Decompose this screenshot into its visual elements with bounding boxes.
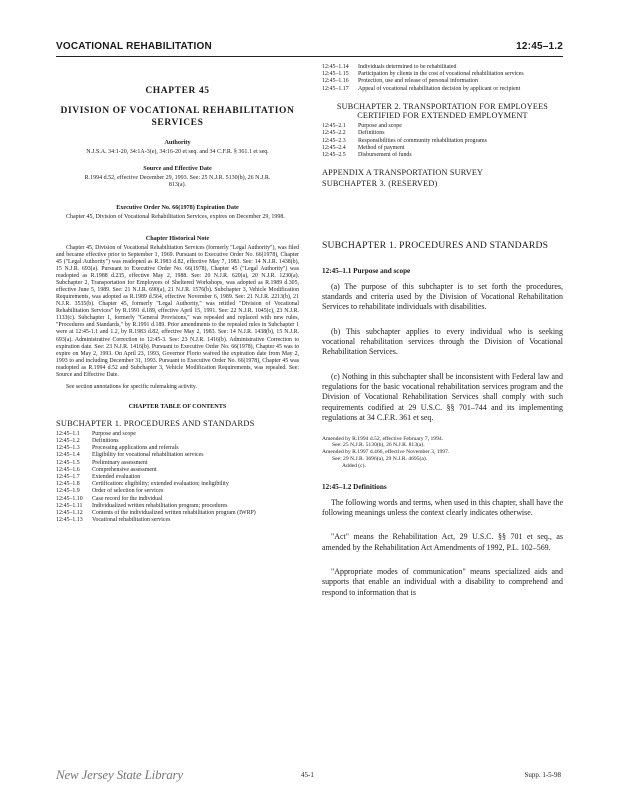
toc-entry-number: 12:45–2.5 — [322, 152, 346, 159]
toc-entry[interactable] — [322, 86, 563, 93]
expiration-heading: Executive Order No. 66(1978) Expiration Date — [116, 203, 239, 211]
toc-entry-title: Purpose and scope — [92, 430, 136, 437]
toc-entry-number: 12:45–1.12 — [56, 510, 83, 517]
toc-entry-number: 12:45–1.16 — [322, 78, 349, 85]
toc-entry-title: Definitions — [358, 130, 385, 137]
section-1-1-para-c: (c) Nothing in this subchapter shall be inconsistent with Federal law and regulations for the basic vocational rehabilitation services program and the Division of Vocational Rehabilitation Services shall comply with such requirements codified at 29 U.S.C. §§ 701–744 and its implementing regulations at 34 C.F.R. 361 et seq. — [322, 371, 563, 423]
toc-entry-number: 12:45–1.4 — [56, 452, 80, 459]
see-annotations-text: See section annotations for specific rulemaking activity. — [66, 383, 197, 390]
historical-note-heading: Chapter Historical Note — [145, 234, 210, 242]
toc-entry-number: 12:45–1.10 — [56, 495, 83, 502]
toc-entry[interactable] — [56, 488, 299, 495]
toc-subchapter-2-heading: SUBCHAPTER 2. TRANSPORTATION FOR EMPLOYEES CERTIFIED FOR EXTENDED EMPLOYMENT — [336, 101, 549, 121]
toc-entry-title: Order of selection for services — [92, 488, 164, 495]
toc-entry[interactable] — [56, 510, 299, 517]
amendment-line: See: 25 N.J.R. 5130(b), 26 N.J.R. 813(a). — [332, 442, 425, 449]
toc-entry-title: Certification: eligibility; extended evaluation; ineligibility — [92, 481, 229, 488]
toc-entry-number: 12:45–1.1 — [56, 430, 80, 437]
header-title: VOCATIONAL REHABILITATION — [56, 41, 212, 52]
toc-entry-title: Case record for the individual — [92, 495, 163, 502]
toc-entry-number: 12:45–1.2 — [56, 438, 80, 445]
toc-entry-number: 12:45–1.11 — [56, 502, 83, 509]
toc-entry-title: Processing applications and referrals — [92, 445, 179, 452]
toc-entry[interactable] — [322, 152, 563, 159]
toc-subchapter-3: SUBCHAPTER 3. (RESERVED) — [322, 179, 438, 189]
toc-subchapter-1-heading: SUBCHAPTER 1. PROCEDURES AND STANDARDS — [56, 418, 255, 428]
definition-appropriate-modes: "Appropriate modes of communication" means specialized aids and supports that enable an individual with a disability to comprehend and respond to information that is — [322, 566, 563, 597]
toc-entry[interactable] — [56, 503, 299, 510]
toc-entry[interactable] — [56, 517, 299, 524]
toc-entry-title: Method of payment — [358, 144, 405, 151]
toc-entry[interactable] — [322, 78, 563, 85]
section-1-1-amendments — [322, 436, 563, 470]
toc-entry-title: Extended evaluation — [92, 474, 141, 481]
toc-entry-number: 12:45–1.7 — [56, 474, 80, 481]
toc-entry-number: 12:45–1.17 — [322, 85, 349, 92]
toc-entry-number: 12:45–1.8 — [56, 481, 80, 488]
section-1-2-heading: 12:45–1.2 Definitions — [322, 482, 387, 491]
header-section-range: 12:45–1.2 — [516, 41, 563, 52]
toc-entry-number: 12:45–1.15 — [322, 71, 349, 78]
right-column — [322, 64, 563, 762]
toc-entry[interactable] — [322, 138, 563, 145]
toc-heading: CHAPTER TABLE OF CONTENTS — [128, 402, 227, 410]
supplement-date: Supp. 1-5-98 — [524, 771, 561, 779]
toc-entry-title: Vocational rehabilitation services — [92, 517, 171, 524]
toc-entry-title: Responsibilities of community rehabilitation programs — [358, 137, 487, 144]
expiration-text: Chapter 45, Division of Vocational Rehabilitation Services, expires on December 29, 1998. — [66, 213, 285, 220]
toc-entry-number: 12:45–2.4 — [322, 144, 346, 151]
subchapter-1-title: SUBCHAPTER 1. PROCEDURES AND STANDARDS — [322, 240, 549, 252]
toc-entry-number: 12:45–1.13 — [56, 517, 83, 524]
amendment-line: See: 29 N.J.R. 3696(a), 29 N.J.R. 4695(a). — [332, 455, 428, 462]
section-1-1-para-a: (a) The purpose of this subchapter is to set forth the procedures, standards and criteria used by the Division of Vocational Rehabilitation Services to rehabilitate individuals with disabilities. — [322, 281, 563, 312]
toc-entry[interactable] — [56, 452, 299, 459]
toc-entry-title: Purpose and scope — [358, 123, 402, 130]
toc-entry-title: Contents of the individualized written rehabilitation program (IWRP) — [92, 510, 256, 517]
left-column — [56, 64, 299, 762]
toc-entry[interactable] — [56, 467, 299, 474]
amendment-line: Amended by R.1994 d.52, effective February 7, 1994. — [322, 435, 444, 442]
toc-entry-title: Protection, use and release of personal information — [358, 78, 478, 85]
section-1-1-para-b: (b) This subchapter applies to every individual who is seeking vocational rehabilitation services through the Division of Vocational Rehabilitation Services. — [322, 326, 563, 357]
toc-entry[interactable] — [56, 460, 299, 467]
section-1-1-heading: 12:45–1.1 Purpose and scope — [322, 266, 411, 275]
toc-entry-number: 12:45–2.3 — [322, 137, 346, 144]
library-stamp: New Jersey State Library — [56, 767, 183, 782]
historical-note-text: Chapter 45, Division of Vocational Rehabilitation Services (formerly "Legal Authority"), was filed and became effective prior to September 1, 1969. Pursuant to Executive Order No. 66(1978), Chapter 45 ("Legal Authority") was readopted as R.1983 d.82, effective May 7, 1983. See: 14 N.J.R. 1438(b), 15 N.J.R. 693(a). Pursuant to Executive Order No. 66(1978), Chapter 45 ("Legal Authority") was readopted as R.1988 d.235, effective May 2, 1988. See: 20 N.J.R. 620(a), 20 N.J.R. 1230(a). Subchapter 2, Transportation for Employees of Sheltered Workshops, was adopted as R.1989 d.305, effective June 5, 1989. See: 21 N.J.R. 690(a), 21 N.J.R. 1576(b). Subchapter 3, Vehicle Modification Requirements, was adopted as R.1989 d.564, effective November 6, 1989. See: 21 N.J.R. 2213(b), 21 N.J.R. 3535(b). Chapter 45, formerly "Legal Authority," was retitled "Division of Vocational Rehabilitation Services" by R.1991 d.189, effective April 15, 1991. See: 22 N.J.R. 1045(c), 23 N.J.R. 1133(c). Subchapter 1, formerly "General Provisions," was repealed and replaced with new rules, "Procedures and Standards," by R.1991 d.189. Prior amendments to the repealed rules in Subchapter 1 were at 12:45-1.1 and 1.2, by R.1983 d.82, effective May 2, 1983. See: 14 N.J.R. 1438(b), 15 N.J.R. 693(a). Administrative Correction to 12:45-3. See: 23 N.J.R. 1416(b). Administrative Correction to expiration date. See: 23 N.J.R. 1416(b). Pursuant to Executive Order No. 66(1978), Chapter 45 was to expire on May 2, 1993. On April 23, 1993, Governor Florio waived the expiration date from May 2, 1993 to and including December 31, 1993. Pursuant to Executive Order No. 66(1978), Chapter 45 was readopted as R.1994 d.52 and Subchapter 3, Vehicle Modification Requirements, was repealed. See: Source and Effective Date. — [56, 244, 299, 378]
toc-entry-number: 12:45–1.14 — [322, 64, 349, 70]
toc-appendix-a: APPENDIX A TRANSPORTATION SURVEY — [322, 168, 484, 178]
definition-act: "Act" means the Rehabilitation Act, 29 U.S.C. §§ 701 et seq., as amended by the Rehabilitation Act Amendments of 1992, P.L. 102–569. — [322, 532, 563, 552]
chapter-name: DIVISION OF VOCATIONAL REHABILITATION SERVICES — [60, 106, 295, 128]
toc-subchapter-1-list — [56, 431, 299, 525]
page-number: 45-1 — [301, 771, 314, 779]
source-text: R.1994 d.52, effective December 29, 1993. See: 25 N.J.R. 5130(b), 26 N.J.R. 813(a). — [84, 175, 271, 189]
toc-entry-title: Definitions — [92, 438, 119, 445]
toc-entry-number: 12:45–1.5 — [56, 459, 80, 466]
toc-entry-title: Comprehensive assessment — [92, 466, 157, 473]
amendment-line: Added (c). — [342, 462, 366, 469]
toc-entry-number: 12:45–1.3 — [56, 445, 80, 452]
toc-entry-number: 12:45–2.2 — [322, 130, 346, 137]
chapter-label: CHAPTER 45 — [145, 86, 210, 96]
authority-text: N.J.S.A. 34:1-20, 34:1A-3(e), 34:16-20 et seq. and 34 C.F.R. § 361.1 et seq. — [86, 149, 269, 155]
source-heading: Source and Effective Date — [143, 165, 212, 173]
toc-entry-number: 12:45–2.1 — [322, 123, 346, 130]
toc-entry-title: Individualized written rehabilitation program; procedures — [92, 502, 228, 509]
toc-entry[interactable] — [322, 130, 563, 137]
toc-subchapter-1-list-continued — [322, 64, 563, 93]
toc-entry-title: Participation by clients in the cost of vocational rehabilitation services — [358, 71, 524, 78]
toc-entry-number: 12:45–1.6 — [56, 466, 80, 473]
section-1-2-intro: The following words and terms, when used in this chapter, shall have the following meanings unless the context clearly indicates otherwise. — [322, 497, 563, 517]
toc-entry-title: Disbursement of funds — [358, 152, 412, 159]
toc-entry-title: Appeal of vocational rehabilitation decision by applicant or recipient — [358, 85, 521, 92]
toc-entry[interactable] — [56, 496, 299, 503]
toc-entry-number: 12:45–1.9 — [56, 488, 80, 495]
amendment-line: Amended by R.1997 d.466, effective November 3, 1997. — [322, 449, 450, 456]
authority-heading: Authority — [164, 139, 191, 146]
toc-entry-title: Individuals determined to be rehabilitated — [358, 64, 457, 70]
toc-subchapter-2-list — [322, 123, 563, 159]
toc-entry[interactable] — [322, 145, 563, 152]
toc-entry-title: Eligibility for vocational rehabilitation services — [92, 452, 204, 459]
running-header — [56, 40, 563, 57]
toc-entry-title: Preliminary assessment — [92, 459, 148, 466]
toc-entry[interactable] — [56, 431, 299, 438]
